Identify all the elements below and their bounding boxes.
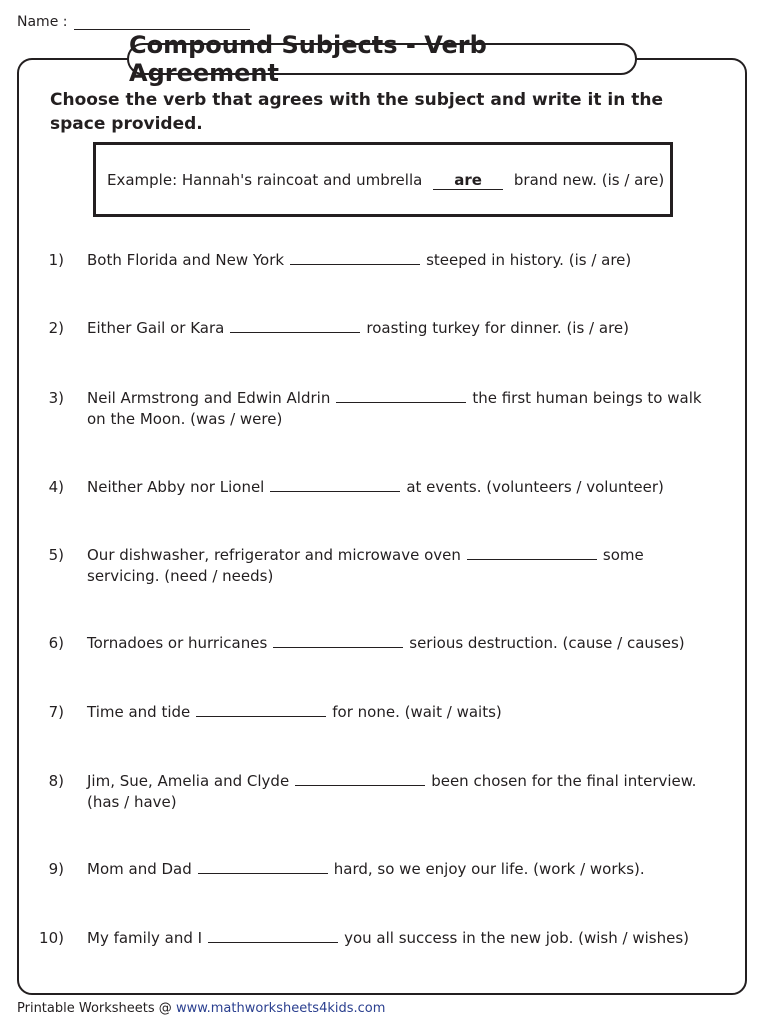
name-label: Name : (17, 14, 68, 30)
question-subject: Jim, Sue, Amelia and Clyde (87, 772, 290, 790)
question-remainder: been chosen for the final interview. (has / have) (87, 772, 697, 811)
question-subject: Neil Armstrong and Edwin Aldrin (87, 389, 331, 407)
answer-blank[interactable] (290, 250, 420, 265)
question-remainder: some servicing. (need / needs) (87, 546, 644, 585)
question-subject: Our dishwasher, refrigerator and microwave oven (87, 546, 461, 564)
question-remainder: hard, so we enjoy our life. (work / works). (333, 860, 645, 878)
question-number: 9) (48, 860, 64, 878)
question-number: 2) (48, 319, 64, 337)
question-remainder: the first human beings to walk on the Moon. (was / were) (87, 389, 702, 428)
question-text (87, 859, 712, 880)
answer-blank[interactable] (467, 545, 597, 560)
question-number: 5) (48, 546, 64, 564)
question-text (87, 318, 712, 339)
question-text (87, 477, 712, 498)
question-number: 3) (48, 389, 64, 407)
instruction-text: Choose the verb that agrees with the subject and write it in the space provided. (50, 90, 663, 134)
footer (17, 1001, 385, 1016)
question-subject: My family and I (87, 929, 203, 947)
question-number: 6) (48, 634, 64, 652)
question-remainder: steeped in history. (is / are) (426, 251, 632, 269)
answer-blank[interactable] (270, 477, 400, 492)
question-remainder: at events. (volunteers / volunteer) (406, 478, 664, 496)
question-subject: Both Florida and New York (87, 251, 285, 269)
example-answer: are (433, 171, 503, 190)
answer-blank[interactable] (196, 702, 326, 717)
answer-blank[interactable] (208, 928, 338, 943)
question-subject: Either Gail or Kara (87, 319, 225, 337)
question-subject: Neither Abby nor Lionel (87, 478, 265, 496)
name-row (17, 14, 250, 30)
worksheet-title: Compound Subjects - Verb Agreement (127, 43, 637, 75)
question-subject: Time and tide (87, 703, 191, 721)
question-number: 4) (48, 478, 64, 496)
answer-blank[interactable] (295, 771, 425, 786)
footer-link[interactable]: www.mathworksheets4kids.com (175, 1001, 386, 1016)
answer-blank[interactable] (336, 388, 466, 403)
question-text (87, 702, 712, 723)
question-text (87, 250, 712, 271)
question-subject: Mom and Dad (87, 860, 192, 878)
question-number: 1) (48, 251, 64, 269)
example-box (93, 142, 673, 217)
question-text (87, 771, 712, 813)
question-number: 7) (48, 703, 64, 721)
question-number: 10) (39, 929, 64, 947)
question-text (87, 388, 712, 430)
example-before: Example: Hannah's raincoat and umbrella (107, 171, 423, 189)
question-remainder: for none. (wait / waits) (332, 703, 502, 721)
question-subject: Tornadoes or hurricanes (87, 634, 268, 652)
footer-prefix: Printable Worksheets @ (17, 1001, 176, 1016)
question-text (87, 633, 712, 654)
question-text (87, 545, 712, 587)
question-remainder: you all success in the new job. (wish / wishes) (344, 929, 689, 947)
question-text (87, 928, 712, 949)
question-remainder: roasting turkey for dinner. (is / are) (366, 319, 629, 337)
answer-blank[interactable] (230, 318, 360, 333)
example-after: brand new. (is / are) (513, 171, 665, 189)
question-number: 8) (48, 772, 64, 790)
question-remainder: serious destruction. (cause / causes) (409, 634, 685, 652)
answer-blank[interactable] (273, 633, 403, 648)
example-line (107, 171, 664, 190)
name-field[interactable] (74, 15, 250, 30)
answer-blank[interactable] (198, 859, 328, 874)
